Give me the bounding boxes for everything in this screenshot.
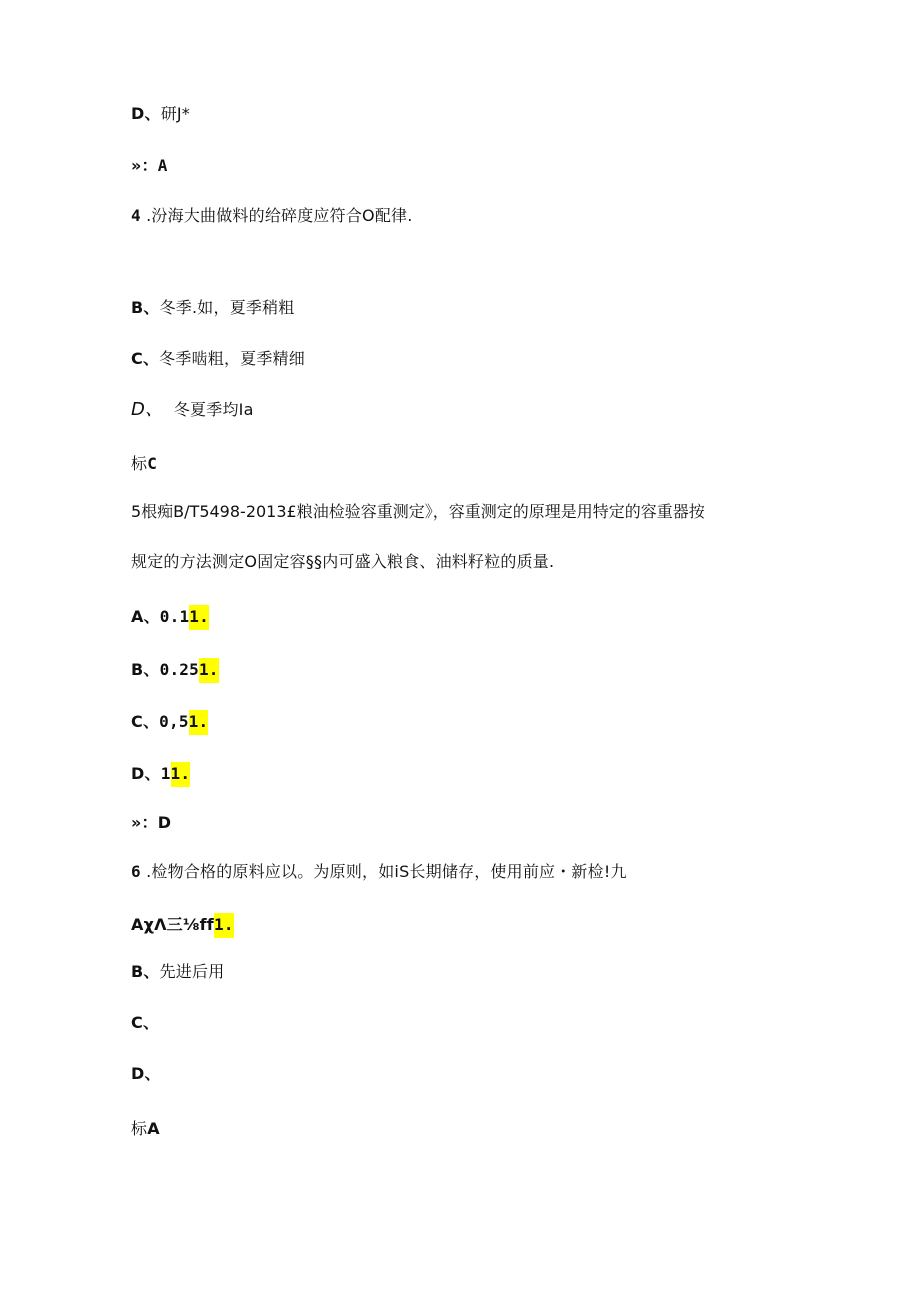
question-number: 4 bbox=[131, 206, 141, 225]
answer-value: C bbox=[147, 454, 158, 473]
answer-prefix: »： bbox=[131, 813, 158, 832]
option-prefix: D、 bbox=[131, 104, 161, 123]
option-value: 0,5 bbox=[159, 712, 189, 731]
q6-option-c bbox=[131, 1013, 159, 1033]
q3-answer bbox=[131, 156, 168, 176]
question-number: 6 bbox=[131, 862, 141, 881]
option-text: 冬夏季均Ia bbox=[173, 400, 254, 419]
option-prefix: B、 bbox=[131, 660, 160, 679]
answer-value: D bbox=[157, 813, 172, 832]
answer-prefix: 标 bbox=[131, 1119, 148, 1138]
highlighted-text: 1. bbox=[214, 913, 234, 938]
option-text: 冬季.如，夏季稍粗 bbox=[159, 298, 295, 317]
question-text: 5根痴B/T5498-2013£粮油检验容重测定》，容重测定的原理是用特定的容重器按 bbox=[131, 502, 705, 521]
option-prefix: A、 bbox=[131, 607, 160, 626]
option-prefix: D、 bbox=[131, 1064, 161, 1083]
highlighted-text: 1. bbox=[199, 658, 219, 683]
q4-question bbox=[131, 206, 413, 226]
q6-option-b bbox=[131, 962, 224, 982]
option-text: 冬季啮粗，夏季精细 bbox=[159, 349, 305, 368]
q6-option-a bbox=[131, 915, 234, 935]
question-text: 规定的方法测定O固定容§§内可盛入粮食、油料籽粒的质量. bbox=[131, 552, 555, 571]
answer-value: A bbox=[147, 1119, 160, 1138]
q4-option-c bbox=[131, 349, 305, 369]
option-prefix: D、 bbox=[131, 399, 164, 420]
highlighted-text: 1. bbox=[189, 605, 209, 630]
q4-answer bbox=[131, 454, 157, 474]
option-value: 1 bbox=[160, 764, 171, 783]
q5-option-a bbox=[131, 607, 209, 627]
answer-value: A bbox=[157, 156, 168, 175]
q4-option-b bbox=[131, 298, 295, 318]
q6-question bbox=[131, 862, 627, 882]
option-text: 研J* bbox=[160, 104, 191, 123]
q6-answer bbox=[131, 1119, 160, 1139]
q3-option-d bbox=[131, 104, 190, 124]
answer-prefix: »： bbox=[131, 156, 158, 175]
option-text: AχΛ三⅛ff bbox=[131, 915, 214, 934]
q6-option-d bbox=[131, 1064, 161, 1084]
highlighted-text: 1. bbox=[189, 710, 209, 735]
q5-answer bbox=[131, 813, 171, 833]
option-prefix: C、 bbox=[131, 712, 160, 731]
q5-option-c bbox=[131, 712, 208, 732]
q5-question-line-2 bbox=[131, 552, 554, 572]
option-prefix: B、 bbox=[131, 298, 160, 317]
option-value: 0.1 bbox=[159, 607, 190, 626]
q4-option-d bbox=[131, 400, 254, 420]
question-text: .汾海大曲做料的给碎度应符合O配律. bbox=[146, 206, 413, 225]
q5-question-line-1 bbox=[131, 502, 705, 522]
q5-option-d bbox=[131, 764, 190, 784]
question-text: .检物合格的原料应以。为原则，如iS长期储存，使用前应・新检!九 bbox=[146, 862, 627, 881]
option-text: 先进后用 bbox=[159, 962, 225, 981]
highlighted-text: 1. bbox=[171, 762, 191, 787]
option-prefix: B、 bbox=[131, 962, 160, 981]
answer-prefix: 标 bbox=[131, 454, 148, 473]
q5-option-b bbox=[131, 660, 219, 680]
option-prefix: C、 bbox=[131, 1013, 160, 1032]
option-prefix: D、 bbox=[131, 764, 161, 783]
option-value: 0.25 bbox=[159, 660, 199, 679]
option-prefix: C、 bbox=[131, 349, 160, 368]
